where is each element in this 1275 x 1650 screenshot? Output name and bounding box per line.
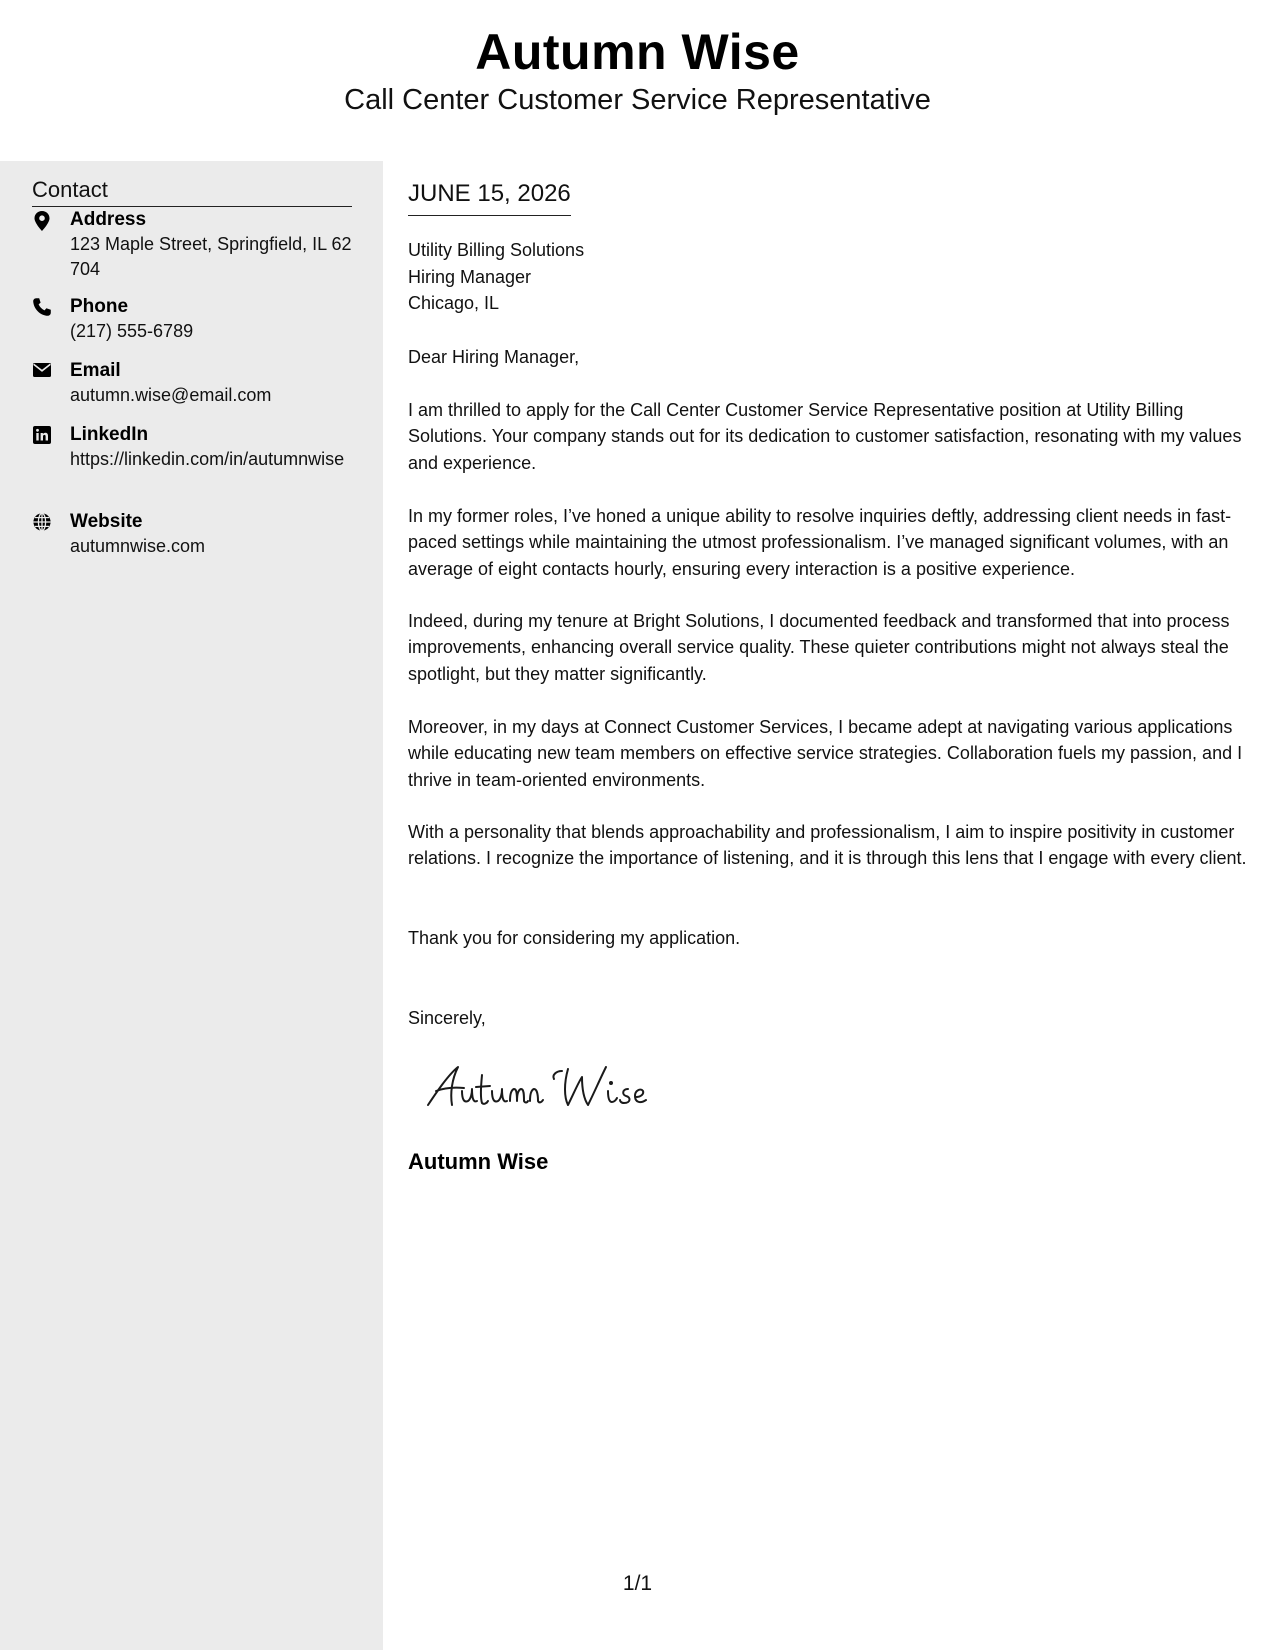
- paragraph-bright-solutions: Indeed, during my tenure at Bright Solutions, I documented feedback and transformed that into process improvements, enhancing overall service quality. These quieter contributions might not always steal the spotlight, but they matter significantly.: [408, 611, 1230, 684]
- contact-label: LinkedIn: [70, 424, 149, 445]
- signer-name: Autumn Wise: [408, 1149, 549, 1174]
- phone-icon: [32, 297, 56, 319]
- closing: Sincerely,: [408, 1008, 486, 1028]
- contact-label: Website: [70, 511, 143, 532]
- paragraph-personality: With a personality that blends approachability and professionalism, I aim to inspire positivity in customer relations. I recognize the importance of listening, and it is through this lens that I engage with every client.: [408, 822, 1247, 869]
- envelope-icon: [32, 361, 56, 383]
- recipient-role: Hiring Manager: [408, 266, 532, 287]
- recipient-block: [408, 237, 584, 317]
- globe-icon: [32, 512, 56, 534]
- page-number: 1/1: [622, 1572, 653, 1595]
- applicant-name: Autumn Wise: [475, 24, 800, 80]
- contact-label: Phone: [70, 296, 129, 317]
- handwritten-signature: [422, 1057, 682, 1117]
- linkedin-icon: [32, 425, 56, 447]
- contact-label: Email: [70, 360, 121, 381]
- location-pin-icon: [32, 210, 56, 232]
- paragraph-connect-services: Moreover, in my days at Connect Customer Services, I became adept at navigating various applications while educating new team members on effective service strategies. Collaboration fuels my passion, and I thrive in team-oriented environments.: [408, 717, 1243, 790]
- phone-value: (217) 555-6789: [70, 321, 194, 341]
- contact-heading: Contact: [32, 175, 352, 207]
- page-header: [0, 0, 1275, 160]
- email-value: autumn.wise@email.com: [70, 385, 272, 405]
- paragraph-experience: In my former roles, I’ve honed a unique ability to resolve inquiries deftly, addressing client needs in fast-paced settings while maintaining the utmost professionalism. I’ve managed significant volumes, with an average of eight contacts hourly, ensuring every interaction is a positive experience.: [408, 506, 1232, 579]
- website-value[interactable]: autumnwise.com: [70, 536, 206, 556]
- paragraph-thanks: Thank you for considering my application.: [408, 928, 741, 948]
- paragraph-intro: I am thrilled to apply for the Call Center Customer Service Representative position at Utility Billing Solutions. Your company stands out for its dedication to customer satisfaction, resonating with my values and experience.: [408, 400, 1242, 473]
- recipient-company: Utility Billing Solutions: [408, 240, 585, 260]
- linkedin-value[interactable]: https://linkedin.com/in/autumnwise: [70, 449, 345, 469]
- contact-sidebar: [0, 161, 383, 1650]
- address-value: 123 Maple Street, Springfield, IL 62704: [70, 234, 352, 279]
- salutation: Dear Hiring Manager,: [408, 347, 580, 367]
- job-title: Call Center Customer Service Representative: [344, 84, 931, 116]
- recipient-location: Chicago, IL: [408, 293, 500, 313]
- contact-label: Address: [70, 209, 147, 230]
- letter-date: JUNE 15, 2026: [408, 179, 571, 216]
